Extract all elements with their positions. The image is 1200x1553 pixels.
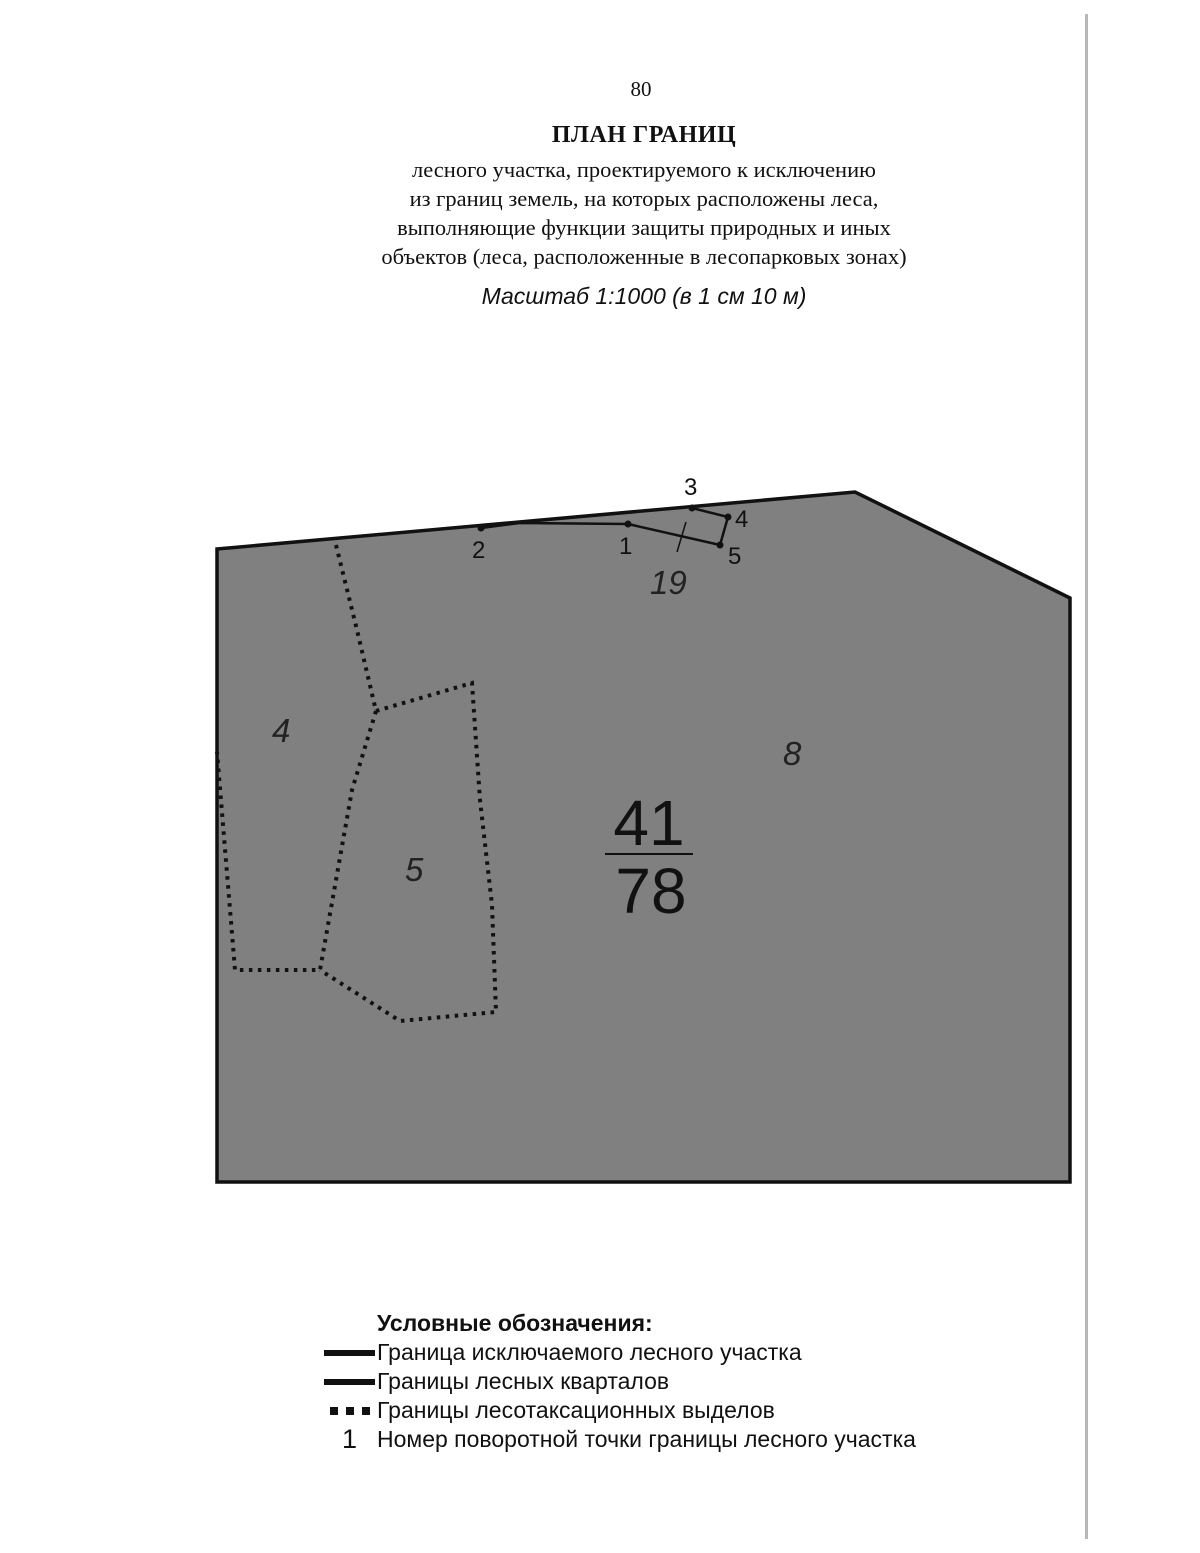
turning-point-2-label: 2 bbox=[472, 537, 486, 564]
dotted-line-symbol-icon bbox=[318, 1407, 377, 1415]
solid-line-symbol-icon bbox=[318, 1350, 377, 1356]
legend-item bbox=[318, 1425, 916, 1454]
subtitle-line: из границ земель, на которых расположены леса, bbox=[409, 186, 879, 211]
subtitle-line: объектов (леса, расположенные в лесопарковых зонах) bbox=[381, 244, 907, 269]
solid-line-symbol-icon bbox=[318, 1379, 377, 1385]
legend-item-label: Номер поворотной точки границы лесного участка bbox=[377, 1426, 916, 1452]
turning-point-1-label: 1 bbox=[619, 533, 633, 560]
legend-title: Условные обозначения: bbox=[377, 1310, 653, 1336]
point-number-symbol bbox=[318, 1425, 377, 1454]
legend-item-label: Границы лесных кварталов bbox=[377, 1368, 670, 1394]
map-legend bbox=[318, 1308, 916, 1454]
subtitle-line: лесного участка, проектируемого к исключению bbox=[412, 157, 876, 182]
plot-label-19: 19 bbox=[650, 564, 687, 601]
page-number: 80 bbox=[630, 77, 652, 101]
turning-point-1-marker bbox=[625, 521, 632, 528]
turning-point-5-marker bbox=[717, 542, 724, 549]
legend-item bbox=[318, 1367, 916, 1396]
legend-item bbox=[318, 1338, 916, 1367]
plot-label-5: 5 bbox=[405, 851, 424, 888]
quarter-area: 78 bbox=[615, 855, 687, 927]
turning-point-5-label: 5 bbox=[728, 543, 742, 570]
turning-point-2-marker bbox=[478, 525, 485, 532]
point-number-sample: 1 bbox=[341, 1424, 358, 1454]
turning-point-3-marker bbox=[689, 505, 696, 512]
legend-item bbox=[318, 1396, 916, 1425]
quarter-number: 41 bbox=[613, 787, 685, 859]
legend-item-label: Граница исключаемого лесного участка bbox=[377, 1339, 802, 1365]
turning-point-4-marker bbox=[725, 514, 732, 521]
turning-point-3-label: 3 bbox=[684, 474, 698, 501]
turning-point-4-label: 4 bbox=[735, 506, 749, 533]
map-scale: Масштаб 1:1000 (в 1 см 10 м) bbox=[481, 283, 807, 309]
legend-item-label: Границы лесотаксационных выделов bbox=[377, 1397, 775, 1423]
plot-label-4: 4 bbox=[272, 712, 291, 749]
subtitle-line: выполняющие функции защиты природных и иных bbox=[397, 215, 891, 240]
plot-label-8: 8 bbox=[783, 735, 802, 772]
page-title: ПЛАН ГРАНИЦ bbox=[551, 122, 737, 148]
